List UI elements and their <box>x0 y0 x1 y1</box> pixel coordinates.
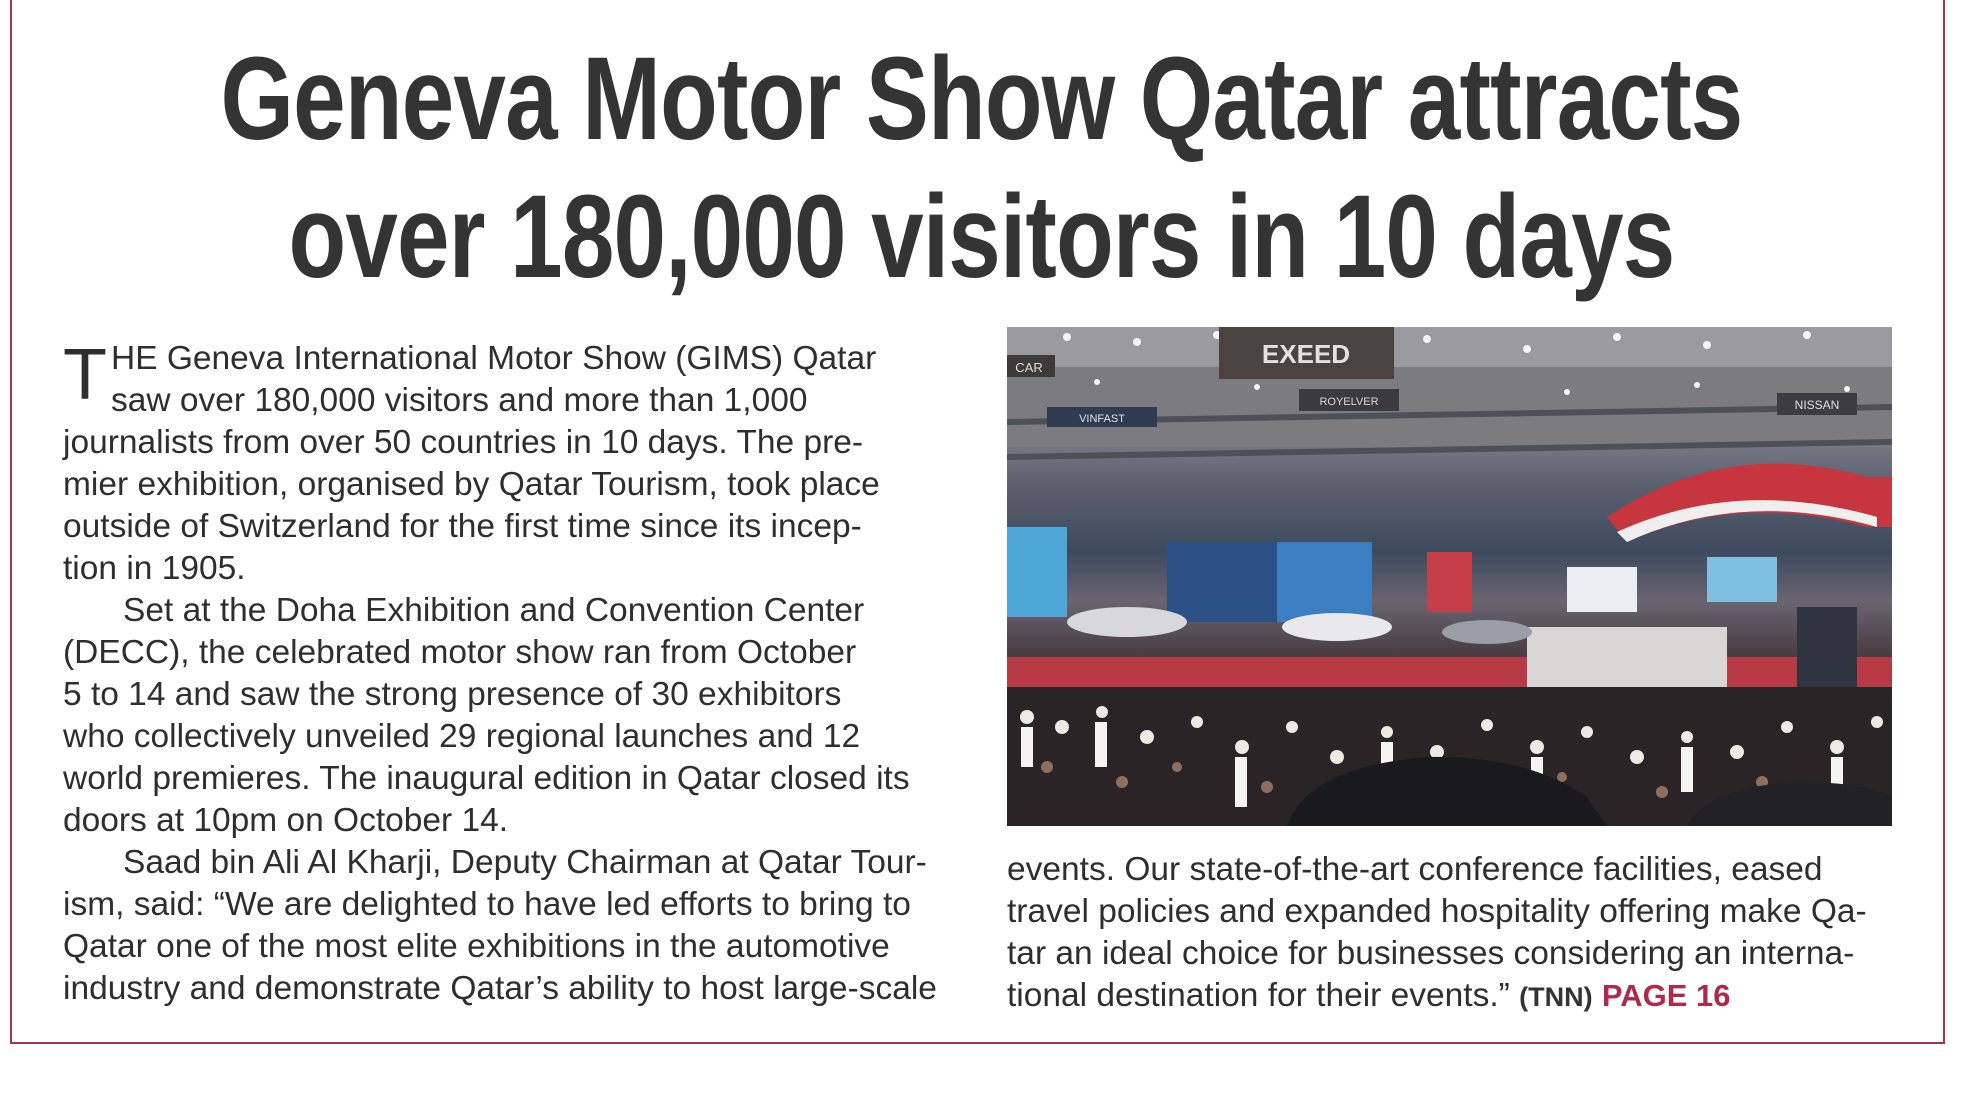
car-white <box>1282 613 1392 641</box>
sign-car: CAR <box>1015 360 1043 375</box>
booth-counter-white <box>1527 627 1727 697</box>
article-line: outside of Switzerland for the first time since its incep- <box>63 508 862 545</box>
car-grey <box>1442 620 1532 644</box>
article-line: tar an ideal choice for businesses considering an interna- <box>1007 935 1855 972</box>
article-line: industry and demonstrate Qatar’s ability to host large-scale <box>63 970 937 1007</box>
headline-line-1: Geneva Motor Show Qatar attracts <box>220 33 1743 165</box>
booth-wall-blue-left <box>1007 527 1067 617</box>
article-line: world premieres. The inaugural edition in Qatar closed its <box>63 760 910 797</box>
article-line: Qatar one of the most elite exhibitions in the automotive <box>63 928 890 965</box>
motor-show-photo <box>1007 327 1892 826</box>
article-line-text: HE Geneva International Motor Show (GIMS) Qatar <box>111 340 877 377</box>
sign-exeed: EXEED <box>1261 339 1351 369</box>
motor-show-photo-illustration <box>1007 327 1892 826</box>
article-line: journalists from over 50 countries in 10 days. The pre- <box>63 424 864 461</box>
article-line: tion in 1905. <box>63 550 246 587</box>
dropcap: T <box>63 335 107 415</box>
article-line-text: tional destination for their events.” <box>1007 977 1510 1014</box>
article-line: 5 to 14 and saw the strong presence of 30 exhibitors <box>63 676 842 713</box>
sign-nissan: NISSAN <box>1794 398 1840 412</box>
booth-pillar-dark <box>1797 607 1857 697</box>
news-agency-credit: (TNN) <box>1519 982 1593 1012</box>
article-line-last <box>1007 975 1907 1018</box>
article-line: mier exhibition, organised by Qatar Tourism, took place <box>63 466 880 503</box>
article-line: events. Our state-of-the-art conference facilities, eased <box>1007 851 1823 888</box>
booth-screen-cyan <box>1707 557 1777 602</box>
article-line: Set at the Doha Exhibition and Convention Center <box>123 592 865 629</box>
booth-wall-blue <box>1277 542 1372 622</box>
headline <box>212 30 1750 306</box>
ceiling-top <box>1007 327 1892 367</box>
article-line: doors at 10pm on October 14. <box>63 802 509 839</box>
booth-screen-white <box>1567 567 1637 612</box>
article-line: ism, said: “We are delighted to have led efforts to bring to <box>63 886 911 923</box>
headline-line-2: over 180,000 visitors in 10 days <box>288 171 1675 303</box>
article-column-left <box>63 335 968 1010</box>
continued-page-link[interactable]: PAGE 16 <box>1601 978 1731 1013</box>
sign-royelver: ROYELVER <box>1319 396 1379 408</box>
booth-wall-navy <box>1167 542 1277 622</box>
article-line: travel policies and expanded hospitality offering make Qa- <box>1007 893 1867 930</box>
sign-vinfast: VINFAST <box>1079 413 1125 425</box>
article-line: who collectively unveiled 29 regional launches and 12 <box>63 718 861 755</box>
car-silver <box>1067 607 1187 637</box>
article-line: (DECC), the celebrated motor show ran from October <box>63 634 857 671</box>
article-line: saw over 180,000 visitors and more than 1,000 <box>111 382 808 419</box>
article-column-right <box>1007 849 1907 1018</box>
booth-wall-red <box>1427 552 1472 612</box>
article-line: Saad bin Ali Al Kharji, Deputy Chairman at Qatar Tour- <box>123 844 927 881</box>
